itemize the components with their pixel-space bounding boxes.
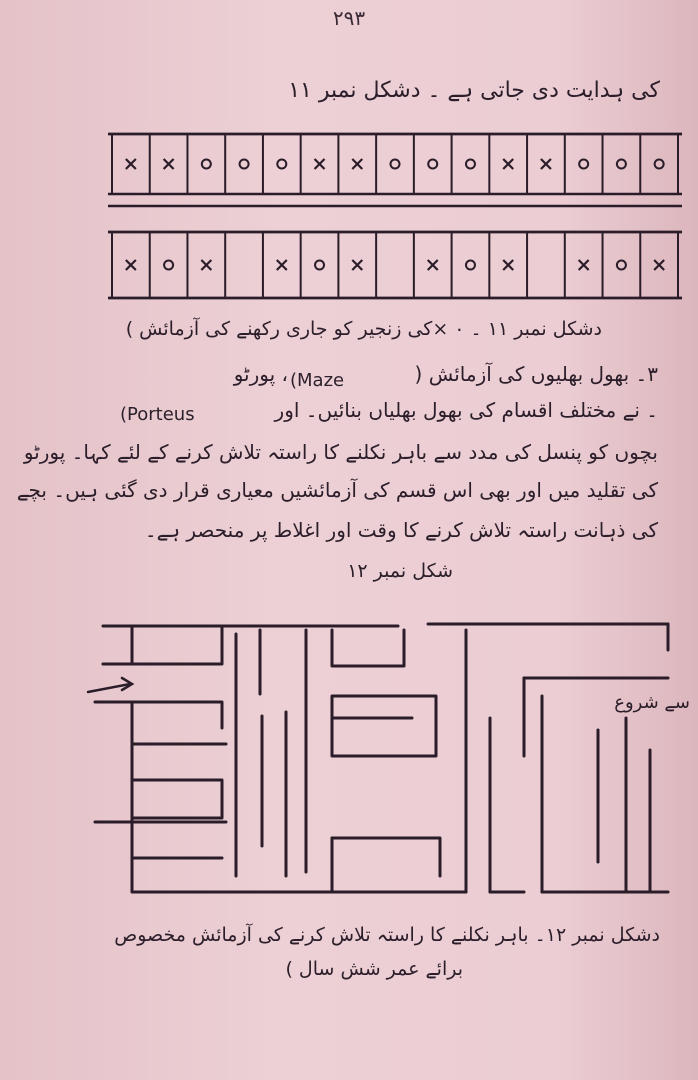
grid-cell bbox=[352, 159, 362, 169]
page-number: ۲۹۳ bbox=[332, 6, 366, 30]
grid-cell bbox=[126, 260, 136, 270]
grid-cell bbox=[126, 159, 136, 169]
circle-mark bbox=[428, 160, 437, 169]
circle-mark bbox=[315, 261, 324, 270]
grid-cell bbox=[164, 159, 174, 169]
grid-row-1 bbox=[108, 134, 682, 206]
para-line-1-tail: ، پورٹو bbox=[233, 362, 288, 386]
maze-wall bbox=[132, 702, 466, 892]
cross-mark bbox=[654, 260, 664, 270]
circle-mark bbox=[391, 160, 400, 169]
cross-mark bbox=[126, 159, 136, 169]
cross-mark bbox=[201, 260, 211, 270]
grid-cell bbox=[315, 159, 325, 169]
cross-mark bbox=[352, 260, 362, 270]
grid-cell bbox=[503, 260, 513, 270]
maze-wall bbox=[332, 696, 436, 756]
grid-cell bbox=[654, 260, 664, 270]
circle-mark bbox=[164, 261, 173, 270]
maze-wall bbox=[332, 630, 404, 666]
maze-wall bbox=[95, 702, 222, 728]
cross-mark bbox=[541, 159, 551, 169]
circle-mark bbox=[240, 160, 249, 169]
grid-cell bbox=[466, 261, 475, 270]
para-line-2: ۔ نے مختلف اقسام کی بھول بھلیاں بنائیں۔ اور bbox=[274, 398, 658, 422]
grid-cell bbox=[617, 160, 626, 169]
grid-cell bbox=[315, 261, 324, 270]
entry-arrow-icon bbox=[88, 678, 132, 692]
grid-cell bbox=[466, 160, 475, 169]
grid-cell bbox=[617, 261, 626, 270]
grid-cell bbox=[655, 160, 664, 169]
grid-cell bbox=[240, 160, 249, 169]
maze-wall bbox=[332, 838, 440, 876]
grid-cell bbox=[503, 159, 513, 169]
cross-mark bbox=[315, 159, 325, 169]
maze-wall bbox=[103, 626, 222, 664]
grid-cell bbox=[428, 260, 438, 270]
circle-mark bbox=[466, 261, 475, 270]
cross-mark bbox=[164, 159, 174, 169]
grid-cell bbox=[164, 261, 173, 270]
para-line-3: بچوں کو پنسل کی مدد سے باہر نکلنے کا راستہ تلاش کرنے کے لئے کہا۔ پورٹو bbox=[23, 440, 658, 464]
caption-figure-11: دشکل نمبر ۱۱ ۔ ۰ ×کی زنجیر کو جاری رکھنے کی آزمائش ) bbox=[125, 318, 602, 340]
circle-mark bbox=[617, 261, 626, 270]
maze-start-label: سے شروع bbox=[614, 692, 690, 713]
grid-cell bbox=[352, 260, 362, 270]
maze-term bbox=[290, 370, 344, 391]
circle-mark bbox=[655, 160, 664, 169]
cross-mark bbox=[352, 159, 362, 169]
grid-cell bbox=[202, 160, 211, 169]
cross-mark bbox=[126, 260, 136, 270]
maze-english: (Maze bbox=[290, 370, 345, 391]
grid-cell bbox=[541, 159, 551, 169]
grid-cell bbox=[277, 160, 286, 169]
grid-cell bbox=[579, 160, 588, 169]
figure-11-grids bbox=[0, 0, 698, 320]
cross-mark bbox=[503, 260, 513, 270]
grid-cell bbox=[428, 160, 437, 169]
cross-mark bbox=[277, 260, 287, 270]
cross-mark bbox=[503, 159, 513, 169]
para-line-1-main: ۳۔ بھول بھلیوں کی آزمائش ( bbox=[414, 362, 658, 386]
figure-12-maze bbox=[0, 600, 698, 910]
grid-row-2 bbox=[108, 232, 682, 298]
grid-cell bbox=[201, 260, 211, 270]
circle-mark bbox=[466, 160, 475, 169]
caption-figure-12-line-2: برائے عمر شش سال ) bbox=[285, 958, 463, 980]
porteus-english: (Porteus bbox=[120, 404, 195, 425]
circle-mark bbox=[617, 160, 626, 169]
intro-line: کی ہدایت دی جاتی ہے ۔ دشکل نمبر ۱۱ bbox=[288, 78, 660, 103]
grid-cell bbox=[579, 260, 589, 270]
caption-figure-12-line-1: دشکل نمبر ۱۲۔ باہر نکلنے کا راستہ تلاش کرنے کی آزمائش مخصوص bbox=[114, 924, 660, 946]
para-line-4: کی تقلید میں اور بھی اس قسم کی آزمائشیں معیاری قرار دی گئی ہیں۔ بچے bbox=[16, 478, 658, 502]
cross-mark bbox=[428, 260, 438, 270]
circle-mark bbox=[579, 160, 588, 169]
maze-wall bbox=[132, 780, 222, 818]
cross-mark bbox=[579, 260, 589, 270]
para-line-5: کی ذہانت راستہ تلاش کرنے کا وقت اور اغلاط پر منحصر ہے۔ bbox=[144, 518, 658, 542]
porteus-term bbox=[120, 404, 195, 425]
circle-mark bbox=[277, 160, 286, 169]
grid-cell bbox=[277, 260, 287, 270]
circle-mark bbox=[202, 160, 211, 169]
grid-cell bbox=[391, 160, 400, 169]
figure-12-label: شکل نمبر ۱۲ bbox=[347, 560, 453, 582]
para-line-1 bbox=[415, 362, 658, 386]
